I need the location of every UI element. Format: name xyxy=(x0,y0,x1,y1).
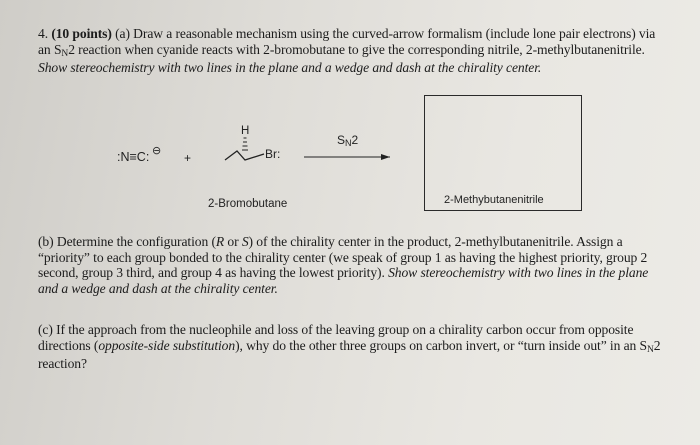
hydrogen-label: H xyxy=(241,125,250,137)
question-number: 4. xyxy=(38,26,48,41)
part-c-sub-n: N xyxy=(647,344,654,355)
cyanide-charge: ⊖ xyxy=(152,145,162,157)
points-label: (10 points) xyxy=(51,26,112,41)
product-name: 2-Methybutanenitrile xyxy=(444,194,544,206)
part-b-text: ) of the chirality center in the product, 2-methylbutanenitrile. Assign a “priority” to each group bonded to the chirality center (we speak of group 1 as having the highest priority, group 2 second, group 3 third, and group 4 as having the lowest priority). xyxy=(38,234,648,281)
reaction-arrowhead xyxy=(381,154,390,160)
hydrogen-dash-bond xyxy=(242,138,248,150)
config-or: or xyxy=(224,234,242,249)
part-b-lead: (b) Determine the configuration ( xyxy=(38,234,216,249)
part-a-instruction: Show stereochemistry with two lines in the plane and a wedge and dash at the chirality center. xyxy=(38,60,542,76)
cyanide-label: :N≡C: xyxy=(117,150,150,164)
config-s: S xyxy=(241,234,249,249)
part-c-lead: (c) If the approach from the nucleophile and loss of the leaving group on a chirality carbon occur from opposite directions ( xyxy=(38,322,634,353)
plus-sign: + xyxy=(184,151,192,165)
part-a-text-continued: 2 reaction when cyanide reacts with 2-bromobutane to give the corresponding nitrile, 2-methylbutanenitrile. xyxy=(68,41,645,57)
question-4-part-b xyxy=(38,234,666,296)
question-4-part-c xyxy=(38,322,666,372)
carbon-chain xyxy=(225,151,264,160)
part-b-instruction: Show stereochemistry with two lines in the plane and a wedge and dash at the chirality center. xyxy=(38,265,649,296)
reactant-name: 2-Bromobutane xyxy=(208,198,288,210)
arrow-label-sn2: SN2 xyxy=(337,133,359,148)
part-c-middle: ), why do the other three groups on carbon invert, or “turn inside out” in an S xyxy=(235,337,647,353)
sn2-inline: SN xyxy=(53,41,69,59)
bromine-label: Br: xyxy=(265,147,281,161)
part-a-text: (a) Draw a reasonable mechanism using the curved-arrow formalism (include lone pair electrons) via an xyxy=(38,26,656,57)
part-c-end: 2 reaction? xyxy=(38,337,661,372)
part-c-opposite: opposite-side substitution xyxy=(98,337,236,353)
config-r: R xyxy=(215,234,225,249)
